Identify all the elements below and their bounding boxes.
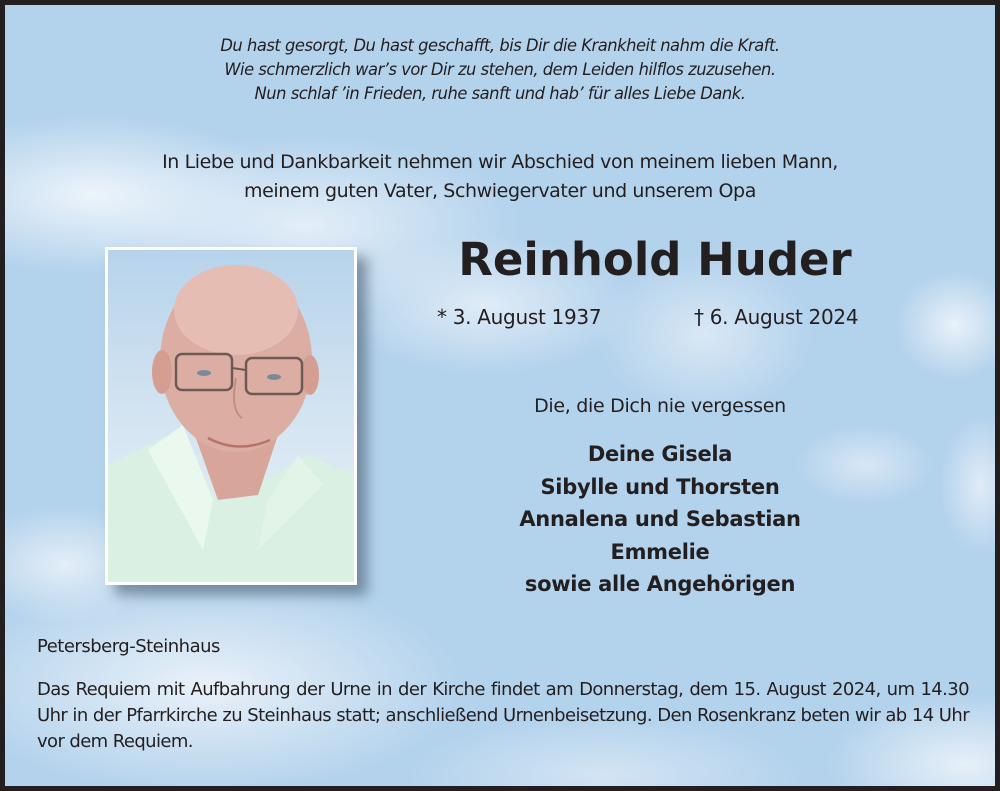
mourners-intro: Die, die Dich nie vergessen: [534, 395, 786, 417]
poem-line: Wie schmerzlich war’s vor Dir zu stehen, dem Leiden hilflos zuzusehen.: [224, 60, 776, 80]
place-name: Petersberg-Steinhaus: [37, 636, 220, 657]
poem-line: Nun schlaf ’in Frieden, ruhe sanft und hab’ für alles Liebe Dank.: [254, 84, 746, 104]
poem: [25, 34, 975, 106]
obituary-notice: [5, 5, 995, 786]
birth-date: * 3. August 1937: [437, 305, 602, 329]
death-date: † 6. August 2024: [694, 305, 859, 329]
intro-line: In Liebe und Dankbarkeit nehmen wir Abschied von meinem lieben Mann,: [162, 151, 838, 173]
portrait-illustration: [108, 250, 354, 582]
portrait-frame: [105, 247, 357, 585]
service-info: Das Requiem mit Aufbahrung der Urne in der Kirche findet am Donnerstag, dem 15. August 2024, um 14.30 Uhr in der Pfarrkirche zu Steinhaus statt; anschließend Urnenbeisetzung. Den Rosenkranz beten wir ab 14 Uhr vor dem Requiem.: [37, 679, 969, 752]
mourner-name: Annalena und Sebastian: [519, 507, 801, 531]
farewell-intro: [5, 148, 995, 206]
mourner-name: Emmelie: [610, 539, 710, 564]
mourners-list: [450, 438, 870, 601]
mourner-name: sowie alle Angehörigen: [524, 572, 796, 596]
deceased-name: Reinhold Huder: [458, 233, 852, 286]
mourner-name: Sibylle und Thorsten: [540, 474, 780, 499]
portrait-photo: [108, 250, 354, 582]
poem-line: Du hast gesorgt, Du hast geschafft, bis Dir die Krankheit nahm die Kraft.: [220, 36, 780, 56]
intro-line: meinem guten Vater, Schwiegervater und unserem Opa: [244, 180, 756, 202]
mourner-name: Deine Gisela: [587, 442, 733, 466]
